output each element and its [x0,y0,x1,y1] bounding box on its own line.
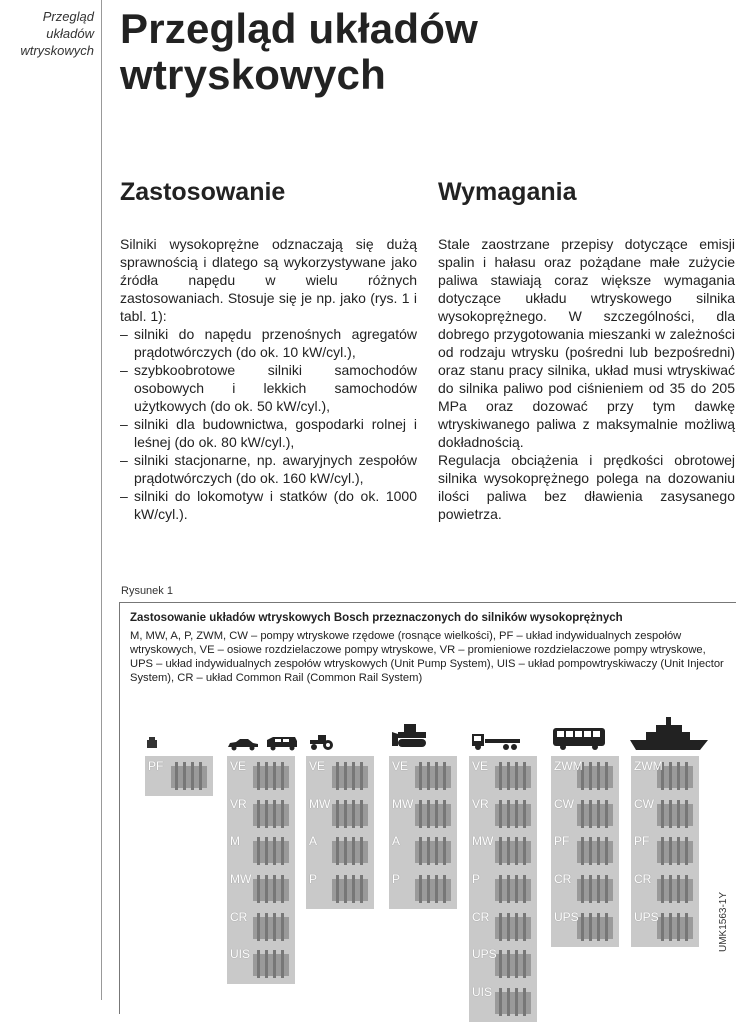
system-cell-cr [469,907,537,947]
system-cell-pf [551,831,619,871]
sidebar-divider [101,0,102,1000]
system-cell-mw [227,869,295,909]
system-cell-label: VE [309,759,326,773]
system-cell-a [306,831,374,871]
system-cell-cw [551,794,619,834]
system-cell-p [389,869,457,909]
system-cell-label: PF [148,759,164,773]
list-item: – silniki do napędu przenośnych agregatów prądotwórczych (do ok. 10 kW/cyl.), [120,325,417,361]
system-cell-mw [389,794,457,834]
right-paragraph: Stale zaostrzane przepisy dotyczące emisji spalin i hałasu oraz pożądane małe zużycie paliwa stawiają coraz większe wymagania dotyczące układu wtryskowego silnika wysokoprężnego. W szczególności, dla dobrego przygotowania mieszanki w zależności od rodzaju wtrysku (pośredni lub bezpośredni) oraz stanu pracy silnika, układ musi wtryskiwać do silnika paliwo pod ciśnieniem od 35 do 205 MPa oraz dozować przy tym dawkę wtryskiwanego paliwa z maksymalnie możliwą dokładnością. [438,236,735,450]
system-cell-ups [551,907,619,947]
sidebar-label-line: Przegląd [42,9,94,24]
system-cell-p [469,869,537,909]
system-cell-label: CR [472,910,490,924]
list-item: – silniki do lokomotyw i statków (do ok. 1000 kW/cyl.). [120,487,417,523]
figure-description: M, MW, A, P, ZWM, CW – pompy wtryskowe rzędowe (rosnące wielkości), PF – układ indywidualnych zespołów wtryskowych, VE – osiowe rozdzielaczowe pompy wtryskowe, VR – promieniowe rozdzielaczowe pompy wtryskowe, UPS – układ indywidualnych zespołów wtryskowych (Unit Pump System), UIS – układ pompowtryskiwaczy (Unit Injector System), CR – układ Common Rail (Common Rail System) [130,630,724,684]
system-cell-label: PF [554,834,570,848]
section-heading-wymagania: Wymagania [438,178,577,206]
figure-code: UMK1563-1Y [718,891,729,952]
system-cell-label: MW [309,797,331,811]
list-item: – silniki dla budownictwa, gospodarki rolnej i leśnej (do ok. 80 kW/cyl.), [120,415,417,451]
system-cell-label: M [230,834,240,848]
system-cell-mw [469,831,537,871]
page-title [120,6,478,98]
system-cell-label: UPS [472,947,497,961]
system-cell-label: CW [554,797,574,811]
system-cell-label: VE [392,759,409,773]
system-cell-label: VE [472,759,489,773]
sidebar-label-line: wtryskowych [20,43,94,58]
right-paragraph: Regulacja obciążenia i prędkości obrotowej silnika wysokoprężnego polega na dozowaniu ilości paliwa bez dławienia zasysanego powietrza. [438,452,735,522]
figure-label: Rysunek 1 [121,585,173,597]
system-cell-label: VR [472,797,489,811]
system-cell-a [389,831,457,871]
system-cell-label: MW [230,872,252,886]
figure-title: Zastosowanie układów wtryskowych Bosch przeznaczonych do silników wysokoprężnych [130,612,623,624]
bus-icon [551,725,607,751]
system-cell-ups [631,907,699,947]
system-cell-label: P [472,872,481,886]
system-cell-mw [306,794,374,834]
system-cell-label: VR [230,797,247,811]
system-cell-label: MW [472,834,494,848]
system-cell-zwm [551,756,619,796]
list-item: – szybkoobrotowe silniki samochodów osobowych i lekkich samochodów użytkowych (do ok. 50 kW/cyl.), [120,361,417,415]
system-cell-cr [227,907,295,947]
system-cell-label: CR [554,872,572,886]
system-cell-ve [389,756,457,796]
system-cell-label: CR [634,872,652,886]
car-icon [226,737,260,751]
system-cell-cr [551,869,619,909]
system-cell-label: ZWM [554,759,583,773]
application-list [120,325,417,523]
system-cell-label: A [392,834,401,848]
system-cell-label: UIS [230,947,251,961]
system-cell-label: VE [230,759,247,773]
system-cell-uis [227,944,295,984]
left-intro: Silniki wysokoprężne odznaczają się dużą sprawnością i dlatego są wykorzystywane jako źródła napędu w wielu różnych zastosowaniach. Stosuje się je np. jako (rys. 1 i tabl. 1): [120,236,417,324]
system-cell-label: MW [392,797,414,811]
system-cell-vr [227,794,295,834]
system-cell-pf [145,756,213,796]
sidebar-label [0,8,94,59]
system-cell-label: ZWM [634,759,663,773]
system-cell-vr [469,794,537,834]
system-cell-m [227,831,295,871]
system-cell-ups [469,944,537,984]
system-cell-ve [306,756,374,796]
system-cell-label: CR [230,910,248,924]
ship-icon [628,714,712,752]
system-cell-label: UPS [634,910,659,924]
sidebar-label-line: układów [46,26,94,41]
system-cell-label: A [309,834,318,848]
system-cell-label: UPS [554,910,579,924]
left-column [120,235,417,523]
system-cell-label: P [392,872,401,886]
system-cell-ve [227,756,295,796]
system-cell-cw [631,794,699,834]
system-cell-label: CW [634,797,654,811]
page-title-line: wtryskowych [120,51,386,98]
system-cell-label: P [309,872,318,886]
system-cell-uis [469,982,537,1022]
page-title-line: Przegląd układów [120,5,478,52]
section-heading-zastosowanie: Zastosowanie [120,178,286,206]
system-cell-cr [631,869,699,909]
system-cell-ve [469,756,537,796]
generator-icon [145,736,159,750]
tractor-icon [308,733,336,751]
truck-icon [470,731,522,751]
van-icon [265,735,299,751]
system-cell-label: PF [634,834,650,848]
system-cell-pf [631,831,699,871]
system-cell-label: UIS [472,985,493,999]
list-item: – silniki stacjonarne, np. awaryjnych zespołów prądotwórczych (do ok. 160 kW/cyl.), [120,451,417,487]
right-column [438,235,735,523]
system-cell-p [306,869,374,909]
system-cell-zwm [631,756,699,796]
bulldozer-icon [390,722,432,750]
